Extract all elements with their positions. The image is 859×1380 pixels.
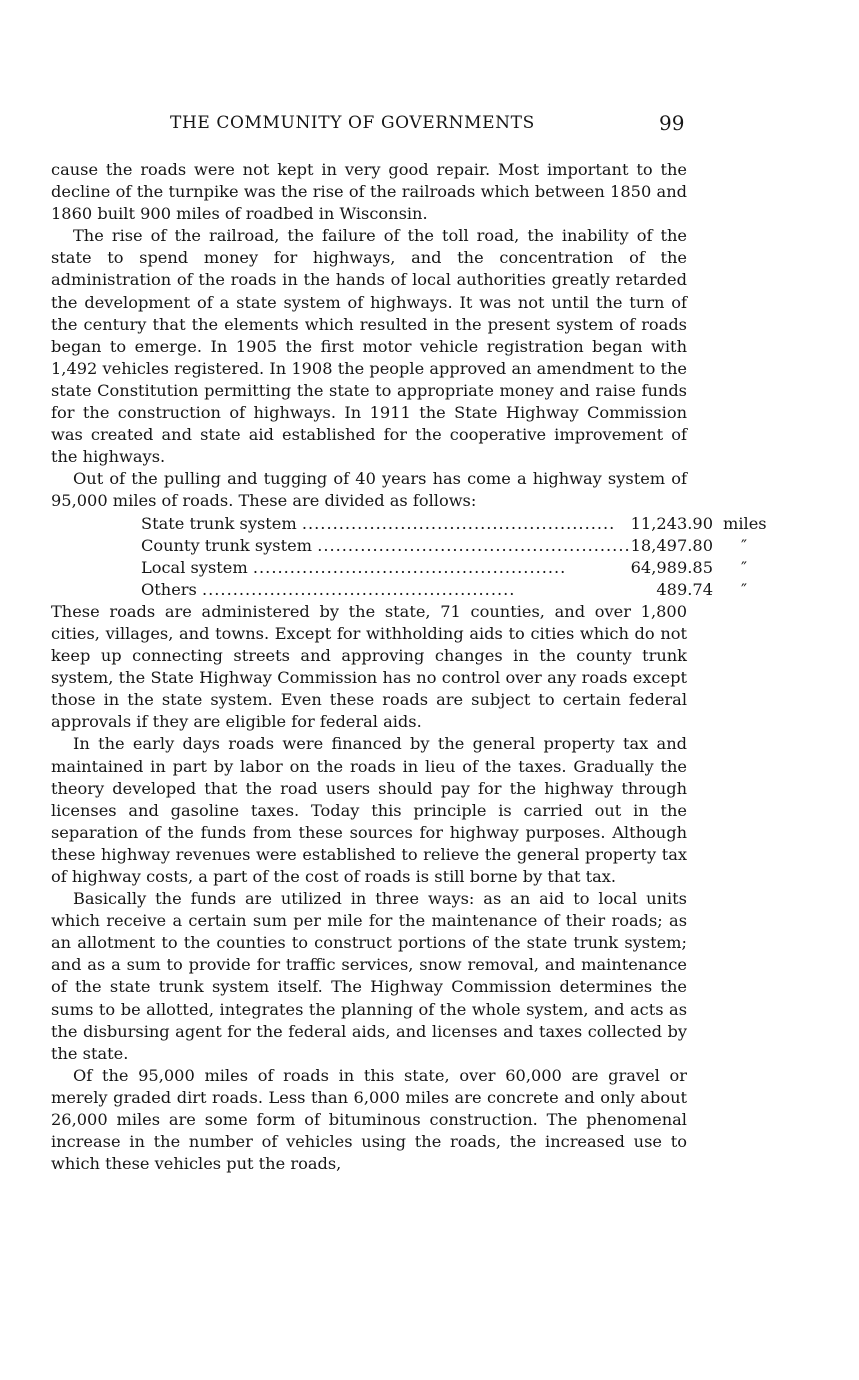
road-miles: 64,989.85 — [630, 557, 714, 577]
page-number: 99 — [659, 111, 685, 135]
paragraph-highway-system: Out of the pulling and tugging of 40 years has come a highway system of 95,000 miles of roads. These are divided as follows: — [51, 469, 687, 511]
road-miles: 18,497.80 — [630, 535, 714, 555]
paragraph-railroad: The rise of the railroad, the failure of the toll road, the inability of the state to spend money for highways, and the concentration of the administration of the roads in the hands of local authorities greatly retarded the development of a state system of highways. It was not until the turn of the century that the elements which resulted in the present system of roads began to emerge. In 1905 the first motor vehicle registration began with 1,492 vehicles registered. In 1908 the people approved an amendment to the state Constitution permitting the state to appropriate money and raise funds for the construction of highways. In 1911 the State Highway Commission was created and state aid established for the cooperative improvement of the highways. — [51, 226, 687, 467]
table-row — [141, 535, 767, 557]
dot-leader: ................................................... — [201, 579, 516, 599]
road-miles: 489.74 — [656, 579, 714, 599]
paragraph-continuation: cause the roads were not kept in very good repair. Most important to the decline of the turnpike was the rise of the railroads which between 1850 and 1860 built 900 miles of roadbed in Wisconsin. — [51, 160, 687, 224]
table-row — [141, 579, 767, 601]
dot-leader: ................................................... — [317, 535, 631, 555]
road-unit: miles — [723, 513, 767, 533]
ditto-mark: ″ — [741, 579, 748, 599]
table-row — [141, 513, 767, 535]
paragraph-financing: In the early days roads were financed by the general property tax and maintained in part by labor on the roads in lieu of the taxes. Gradually the theory developed that the road users should pay for the highway through licenses and gasoline taxes. Today this principle is carried out in the separation of the funds from these sources for highway purposes. Although these highway revenues were established to relieve the general property tax of highway costs, a part of the cost of roads is still borne by that tax. — [51, 734, 687, 886]
paragraph-road-types: Of the 95,000 miles of roads in this state, over 60,000 are gravel or merely graded dirt roads. Less than 6,000 miles are concrete and only about 26,000 miles are some form of bituminous construction. The phenomenal increase in the number of vehicles using the roads, the increased use to which these vehicles put the roads, — [51, 1065, 687, 1174]
road-mileage-table — [141, 513, 767, 601]
road-miles: 11,243.90 — [630, 513, 714, 533]
road-category: County trunk system — [141, 535, 313, 555]
body-text — [51, 159, 767, 1175]
table-row — [141, 557, 767, 579]
ditto-mark: ″ — [741, 557, 748, 577]
road-category: Others — [141, 579, 197, 599]
paragraph-funds: Basically the funds are utilized in three ways: as an aid to local units which receive a certain sum per mile for the maintenance of their roads; as an allotment to the counties to construct portions of the state trunk system; and as a sum to provide for traffic services, snow removal, and maintenance of the state trunk system itself. The Highway Commission determines the sums to be allotted, integrates the planning of the whole system, and acts as the disbursing agent for the federal aids, and licenses and taxes collected by the state. — [51, 889, 687, 1063]
paragraph-administration: These roads are administered by the state, 71 counties, and over 1,800 cities, villages, and towns. Except for withholding aids to cities which do not keep up connecting streets and approving changes in the county trunk system, the State Highway Commission has no control over any roads except those in the state system. Even these roads are subject to certain federal approvals if they are eligible for federal aids. — [51, 601, 687, 732]
ditto-mark: ″ — [741, 535, 748, 555]
running-title: THE COMMUNITY OF GOVERNMENTS — [170, 113, 535, 133]
dot-leader: ................................................... — [301, 513, 616, 533]
dot-leader: ................................................... — [252, 557, 567, 577]
road-category: State trunk system — [141, 513, 297, 533]
road-category: Local system — [141, 557, 248, 577]
